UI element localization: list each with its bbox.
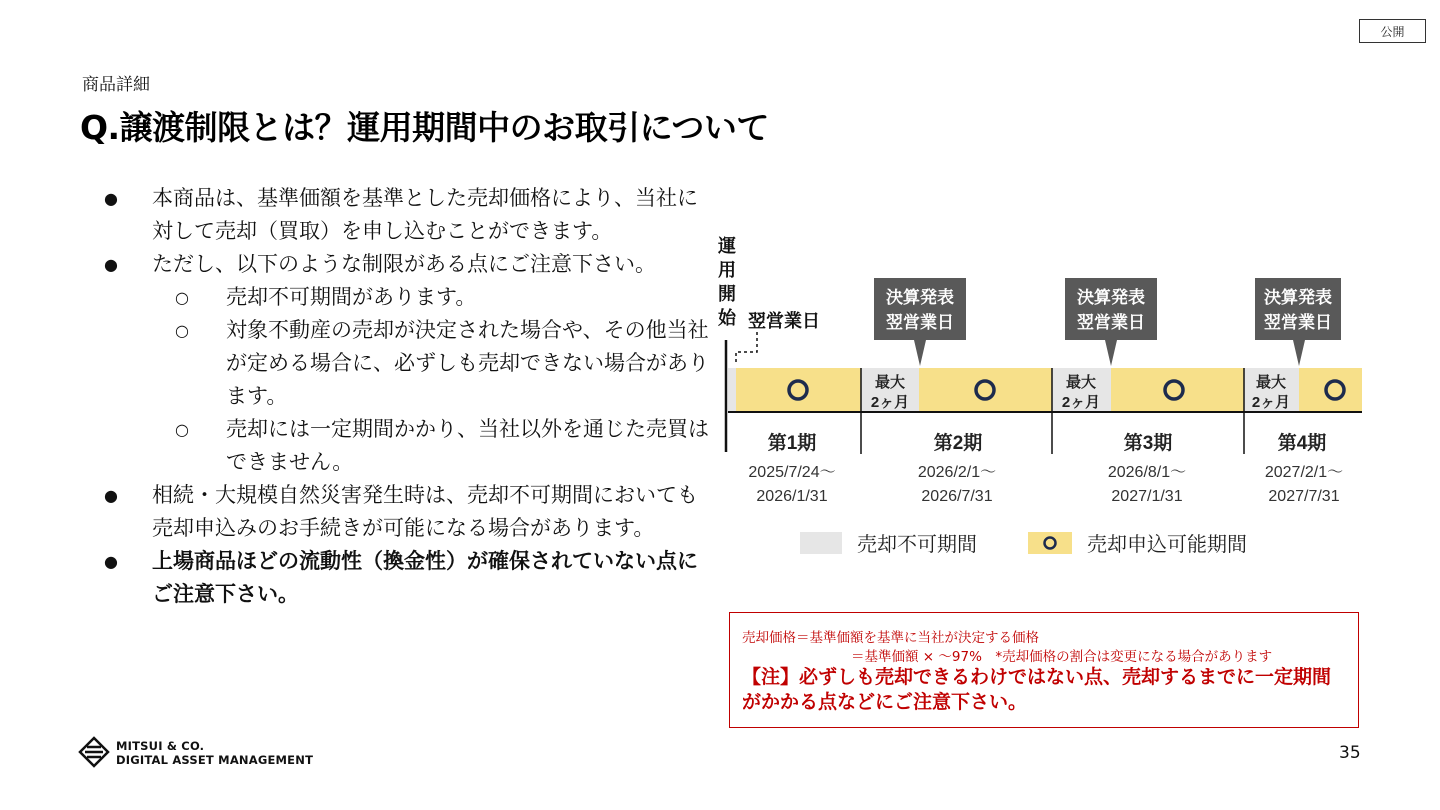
category-label: 商品詳細 <box>82 75 150 95</box>
blocked-label: 最大 <box>1065 374 1097 391</box>
callout-line2: 翌営業日 <box>1077 313 1145 332</box>
bullet-dot-icon: ● <box>104 552 118 571</box>
earnings-callout <box>1255 278 1341 366</box>
sub-bullet-item <box>100 281 710 314</box>
open-period-bar <box>736 368 861 412</box>
legend-open-label: 売却申込可能期間 <box>1087 534 1247 556</box>
period-end-date: 2026/1/31 <box>756 488 828 505</box>
company-logo <box>78 736 338 770</box>
sub-bullet-item <box>100 413 710 479</box>
open-period-bar <box>1111 368 1244 412</box>
timeline-diagram <box>700 220 1380 580</box>
bullet-text: 相続・大規模自然災害発生時は、売却不可期間においても売却申込みのお手続きが可能になる場合があります。 <box>152 483 698 540</box>
earnings-callout <box>874 278 966 366</box>
company-logo-icon <box>78 736 110 768</box>
logo-line1: MITSUI & CO. <box>116 739 205 753</box>
period-start-date: 2026/8/1～ <box>1107 464 1187 481</box>
period-end-date: 2027/7/31 <box>1268 488 1340 505</box>
page-number: 35 <box>1339 743 1361 763</box>
blocked-label: 最大 <box>1255 374 1287 391</box>
open-period-bar <box>1299 368 1362 412</box>
bullet-circle-icon: ○ <box>175 420 189 439</box>
period-name: 第2期 <box>933 433 983 454</box>
blocked-label: 最大 <box>874 374 906 391</box>
bullet-item <box>100 248 710 281</box>
period-end-date: 2027/1/31 <box>1111 488 1183 505</box>
callout-line1: 決算発表 <box>886 288 954 307</box>
period-name: 第3期 <box>1123 433 1173 454</box>
bullet-text: 本商品は、基準価額を基準とした売却価格により、当社に対して売却（買取）を申し込むことができます。 <box>152 186 698 243</box>
period-end-date: 2026/7/31 <box>921 488 993 505</box>
callout-pointer <box>1293 340 1305 366</box>
sub-bullet-item <box>100 314 710 413</box>
start-day-label: 翌営業日 <box>748 311 820 331</box>
start-label-char: 用 <box>718 260 736 280</box>
legend-blocked-label: 売却不可期間 <box>857 534 977 556</box>
bullet-text: 上場商品ほどの流動性（換金性）が確保されていない点にご注意下さい。 <box>152 549 698 606</box>
bullet-list <box>100 182 710 611</box>
bullet-circle-icon: ○ <box>175 321 189 340</box>
period-start-date: 2026/2/1～ <box>917 464 997 481</box>
period-start-date: 2027/2/1～ <box>1264 464 1344 481</box>
start-label-char: 始 <box>718 308 736 328</box>
page-title: Q.譲渡制限とは？運用期間中のお取引について <box>80 108 769 147</box>
bullet-dot-icon: ● <box>104 255 118 274</box>
start-label-char: 開 <box>718 284 736 304</box>
callout-line1: 決算発表 <box>1077 288 1145 307</box>
blocked-label: 2ヶ月 <box>1251 394 1291 411</box>
sub-bullet-text: 売却には一定期間かかり、当社以外を通じた売買はできません。 <box>226 417 709 474</box>
legend-blocked-swatch <box>800 532 842 554</box>
logo-line2: DIGITAL ASSET MANAGEMENT <box>116 753 314 767</box>
period-start-date: 2025/7/24～ <box>748 464 836 481</box>
bullet-item-emphasis <box>100 545 710 611</box>
price-note-line2: ＝基準価額 × ～97% *売却価格の割合は変更になる場合があります <box>851 649 1273 665</box>
sub-bullet-text: 売却不可期間があります。 <box>226 285 477 309</box>
bullet-circle-icon: ○ <box>175 288 189 307</box>
price-note-box <box>729 612 1359 728</box>
callout-pointer <box>914 340 926 366</box>
callout-line2: 翌営業日 <box>886 313 954 332</box>
price-note-line1: 売却価格＝基準価額を基準に当社が決定する価格 <box>742 630 1039 646</box>
start-label-char: 運 <box>718 236 736 256</box>
sub-bullet-text: 対象不動産の売却が決定された場合や、その他当社が定める場合に、必ずしも売却できない場合があります。 <box>226 318 709 408</box>
bullet-dot-icon: ● <box>104 486 118 505</box>
bullet-item <box>100 479 710 545</box>
legend-open-swatch <box>1028 532 1072 554</box>
caution-note: 【注】必ずしも売却できるわけではない点、売却するまでに一定期間がかかる点などにご注意下さい。 <box>742 666 1332 713</box>
earnings-callout <box>1065 278 1157 366</box>
period-name: 第4期 <box>1277 433 1327 454</box>
public-badge: 公開 <box>1359 19 1426 43</box>
bullet-text: ただし、以下のような制限がある点にご注意下さい。 <box>152 252 656 276</box>
callout-pointer <box>1105 340 1117 366</box>
bullet-item <box>100 182 710 248</box>
callout-line2: 翌営業日 <box>1264 313 1332 332</box>
bullet-dot-icon: ● <box>104 189 118 208</box>
blocked-period-bar <box>728 368 736 412</box>
blocked-label: 2ヶ月 <box>870 394 910 411</box>
dashed-connector <box>736 332 757 362</box>
period-name: 第1期 <box>767 433 817 454</box>
open-period-bar <box>919 368 1052 412</box>
blocked-label: 2ヶ月 <box>1061 394 1101 411</box>
callout-line1: 決算発表 <box>1264 288 1332 307</box>
